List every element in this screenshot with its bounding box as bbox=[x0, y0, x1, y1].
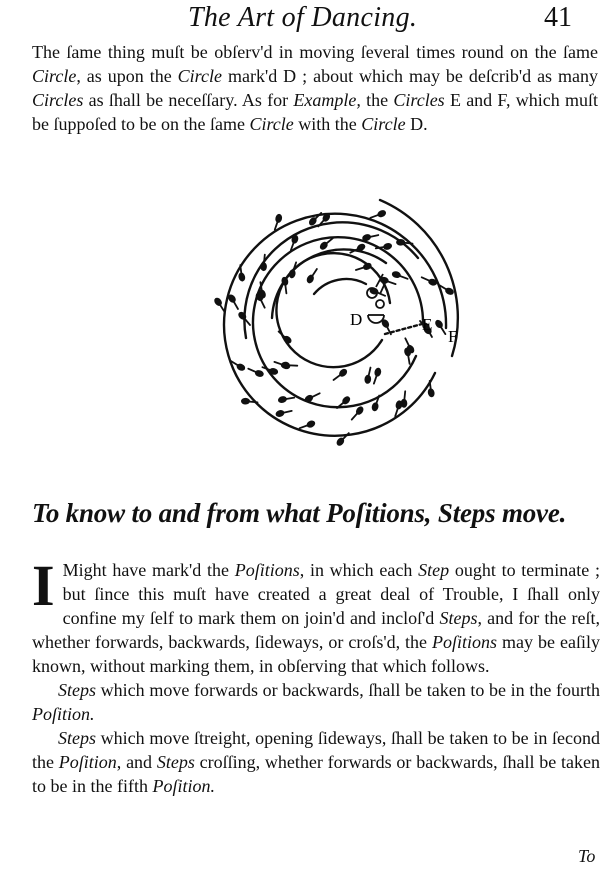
step-dot bbox=[276, 410, 284, 417]
text-run: with the bbox=[293, 114, 362, 134]
paragraph-1-text bbox=[32, 553, 601, 676]
drop-cap: I bbox=[32, 553, 55, 618]
text-run: Steps bbox=[58, 680, 96, 700]
step-dot bbox=[239, 273, 245, 281]
concentric-circles-diagram bbox=[190, 178, 480, 468]
text-run: Poſition bbox=[58, 752, 117, 772]
running-title: The Art of Dancing. bbox=[188, 2, 418, 33]
step-dot bbox=[339, 369, 348, 377]
text-run: The ſame thing muſt be obſerv'd in moving ſeveral times round on the ſame bbox=[32, 42, 598, 62]
step-dot bbox=[362, 234, 370, 241]
page-header bbox=[0, 0, 612, 40]
step-dot bbox=[282, 277, 288, 285]
step-dot bbox=[320, 241, 328, 250]
section-heading: To know to and from what Poſitions, Steps move. bbox=[32, 498, 567, 528]
step-dot bbox=[377, 210, 386, 217]
text-run: Step bbox=[418, 560, 450, 580]
text-run: Poſitions bbox=[432, 632, 498, 652]
step-marks bbox=[214, 210, 454, 446]
text-run: , as upon the bbox=[76, 66, 178, 86]
label-e: E bbox=[422, 315, 433, 334]
intro-paragraph bbox=[32, 40, 598, 136]
step-dot bbox=[278, 396, 286, 403]
text-run: Poſition. bbox=[32, 704, 95, 724]
circle-d-inner-path bbox=[314, 279, 366, 294]
step-dot bbox=[435, 320, 443, 329]
text-run: may be eaſily known, without marking them, in obſerving that which follows. bbox=[32, 632, 600, 676]
step-dot bbox=[289, 270, 295, 278]
body-text bbox=[32, 553, 601, 798]
text-run: mark'd D ; about which may be deſcrib'd as many bbox=[222, 66, 599, 86]
body-paragraph-2 bbox=[32, 678, 600, 726]
text-run: ought to terminate ; but ſince this muſt have created a great deal of Trouble, I ſhall only confine my ſelf to mark them on join'd and incloſ'd bbox=[62, 560, 600, 628]
text-run: Poſitions bbox=[234, 560, 300, 580]
circle-figure bbox=[190, 178, 480, 468]
step-dot bbox=[402, 400, 407, 407]
step-dot bbox=[255, 370, 263, 377]
text-run: Circle bbox=[177, 66, 222, 86]
text-run: Circle bbox=[32, 66, 77, 86]
step-dot bbox=[397, 240, 404, 245]
step-dot bbox=[276, 214, 282, 222]
body-paragraph-3 bbox=[32, 726, 600, 798]
catchword: To bbox=[578, 846, 596, 866]
step-dot bbox=[336, 437, 344, 446]
step-dot bbox=[342, 396, 350, 405]
text-run: Might have mark'd the bbox=[62, 560, 235, 580]
text-run: , in which each bbox=[299, 560, 419, 580]
step-dot bbox=[428, 389, 434, 397]
step-dot bbox=[357, 243, 366, 251]
text-run: Steps bbox=[439, 608, 478, 628]
step-dot bbox=[363, 263, 372, 270]
step-dot bbox=[237, 364, 246, 371]
step-dot bbox=[372, 403, 378, 411]
text-run: Circle bbox=[249, 114, 294, 134]
step-dot bbox=[445, 288, 454, 295]
text-run: , and for the reſt, whether forwards, backwards, ſideways, or croſs'd, the bbox=[32, 608, 601, 652]
step-dot bbox=[392, 271, 400, 277]
label-d: D bbox=[350, 310, 363, 329]
text-run: D. bbox=[405, 114, 428, 134]
body-paragraph-1 bbox=[32, 553, 601, 678]
step-dot bbox=[283, 336, 292, 344]
text-run: as ſhall be neceſſary. As for bbox=[83, 90, 294, 110]
text-run: Steps bbox=[156, 752, 195, 772]
step-dot bbox=[365, 375, 371, 383]
step-dot bbox=[305, 395, 314, 403]
step-dot bbox=[375, 368, 381, 376]
step-dot bbox=[242, 399, 249, 404]
text-run: croſſing, whether forwards or backwards, ſhall be taken to be in the fifth bbox=[32, 752, 600, 796]
step-dot bbox=[228, 294, 236, 303]
text-run: the bbox=[360, 90, 394, 110]
step-dot bbox=[261, 263, 266, 270]
step-dot bbox=[309, 217, 317, 226]
text-run: Poſition. bbox=[152, 776, 215, 796]
page-number: 41 bbox=[544, 2, 572, 33]
text-run: Circle bbox=[361, 114, 406, 134]
text-run: E and F, which muſt be ſuppoſed to be on the ſame bbox=[32, 90, 599, 134]
step-dot bbox=[356, 406, 364, 415]
text-run: Steps bbox=[58, 728, 96, 748]
step-dot bbox=[270, 368, 278, 374]
text-run: Circles bbox=[32, 90, 84, 110]
text-run: Circles bbox=[393, 90, 445, 110]
text-run: Example, bbox=[293, 90, 361, 110]
label-f: F bbox=[448, 327, 458, 346]
text-run: which move ſtreight, opening ſideways, ſhall be taken to be in ſecond the bbox=[32, 728, 600, 772]
step-dot bbox=[307, 275, 314, 284]
step-dot bbox=[282, 363, 290, 369]
step-dot bbox=[292, 235, 298, 243]
step-dot bbox=[214, 297, 222, 306]
step-dot bbox=[307, 420, 316, 427]
text-run: , and bbox=[116, 752, 157, 772]
text-run: which move forwards or backwards, ſhall be taken to be in the fourth bbox=[96, 680, 600, 700]
intro-text bbox=[32, 40, 598, 136]
step-dot bbox=[383, 243, 391, 250]
